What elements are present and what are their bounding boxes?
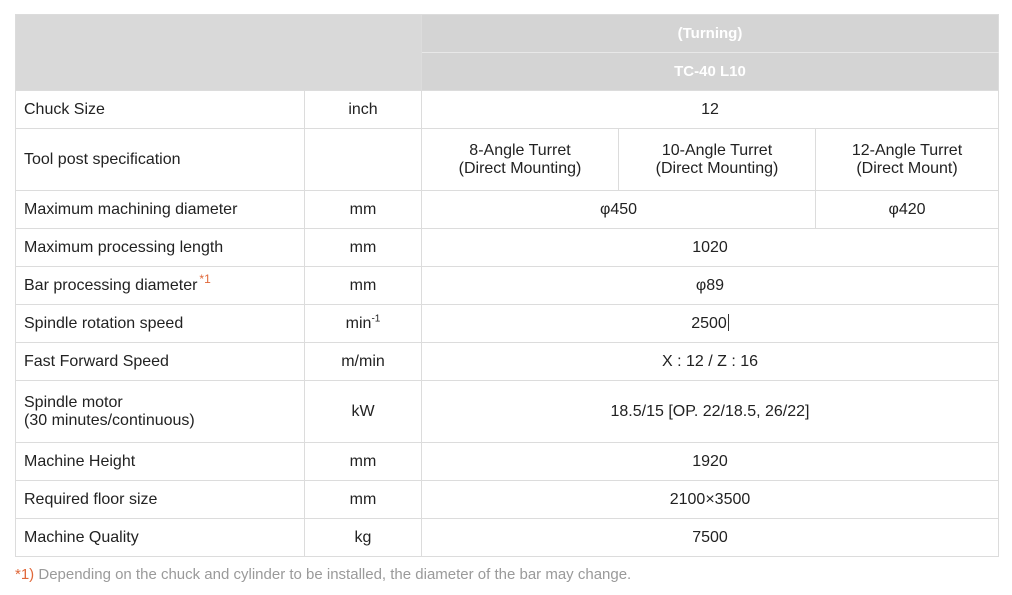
turret-10-line2: (Direct Mounting) [655, 159, 779, 177]
row-unit: kW [305, 381, 422, 443]
table-row [16, 191, 999, 229]
unit-superscript: -1 [371, 313, 381, 325]
footnote-marker: *1 [199, 272, 211, 287]
turret-8-line1: 8-Angle Turret [469, 141, 571, 159]
row-label: Chuck Size [16, 91, 305, 129]
spec-table [15, 14, 999, 557]
turret-12-cell [816, 129, 999, 191]
table-row [16, 481, 999, 519]
row-label-cell [16, 381, 305, 443]
row-value: 2100×3500 [422, 481, 999, 519]
table-row [16, 519, 999, 557]
row-value: 18.5/15 [OP. 22/18.5, 26/22] [422, 381, 999, 443]
turret-8-line2: (Direct Mounting) [458, 159, 582, 177]
row-unit: mm [305, 443, 422, 481]
table-row [16, 267, 999, 305]
row-unit: kg [305, 519, 422, 557]
turret-12-line1: 12-Angle Turret [851, 141, 963, 159]
header-model: TC-40 L10 [422, 53, 999, 91]
row-label: Machine Quality [16, 519, 305, 557]
spec-table-container [15, 14, 998, 557]
row-value: X : 12 / Z : 16 [422, 343, 999, 381]
row-unit: mm [305, 267, 422, 305]
row-label-line1: Spindle motor [24, 393, 123, 411]
row-unit: inch [305, 91, 422, 129]
row-label: Required floor size [16, 481, 305, 519]
row-label: Maximum processing length [16, 229, 305, 267]
turret-12-line2: (Direct Mount) [856, 159, 958, 177]
turret-8-cell [422, 129, 619, 191]
table-row [16, 305, 999, 343]
header-row-1 [16, 15, 999, 53]
row-unit-cell [305, 305, 422, 343]
row-unit: mm [305, 481, 422, 519]
row-label-cell [16, 267, 305, 305]
text-cursor [728, 314, 729, 331]
row-unit [305, 129, 422, 191]
row-label: Maximum machining diameter [16, 191, 305, 229]
turret-10-line1: 10-Angle Turret [661, 141, 773, 159]
table-row [16, 229, 999, 267]
turret-10-cell [619, 129, 816, 191]
row-value: 2500 [691, 315, 727, 332]
table-row [16, 381, 999, 443]
row-value: φ450 [422, 191, 816, 229]
row-value: φ420 [816, 191, 999, 229]
header-blank-cell [16, 15, 422, 91]
row-label: Machine Height [16, 443, 305, 481]
footnote-text: Depending on the chuck and cylinder to be installed, the diameter of the bar may change. [34, 566, 632, 583]
table-row [16, 443, 999, 481]
unit-base: min [345, 314, 372, 332]
row-value-cell [422, 305, 999, 343]
row-label: Tool post specification [16, 129, 305, 191]
header-category: (Turning) [422, 15, 999, 53]
row-unit: m/min [305, 343, 422, 381]
table-row [16, 129, 999, 191]
row-unit: mm [305, 229, 422, 267]
row-value: 7500 [422, 519, 999, 557]
footnote-mark: *1) [15, 566, 35, 583]
table-row [16, 91, 999, 129]
row-unit: mm [305, 191, 422, 229]
row-label: Fast Forward Speed [16, 343, 305, 381]
footnote [15, 566, 631, 583]
row-value: φ89 [422, 267, 999, 305]
row-value: 12 [422, 91, 999, 129]
row-label-line2: (30 minutes/continuous) [24, 411, 195, 429]
row-label: Bar processing diameter [24, 276, 198, 294]
table-row [16, 343, 999, 381]
row-value: 1920 [422, 443, 999, 481]
row-value: 1020 [422, 229, 999, 267]
row-label: Spindle rotation speed [16, 305, 305, 343]
